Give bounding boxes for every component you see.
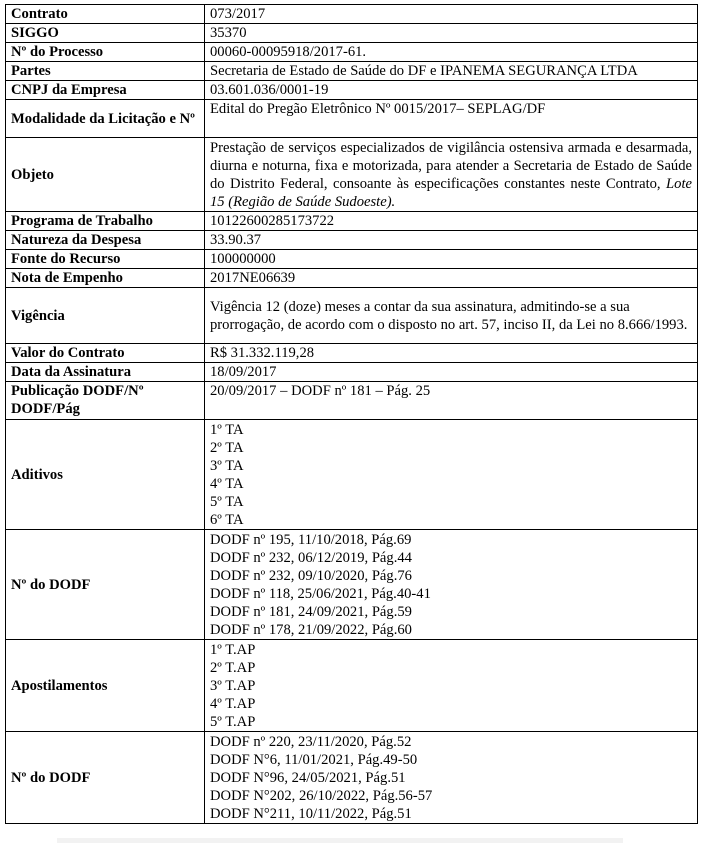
dodf-apostilamento-item: DODF N°96, 24/05/2021, Pág.51: [210, 769, 406, 786]
row-processo: [6, 43, 698, 62]
value-fonte: 100000000: [205, 250, 698, 269]
objeto-text: Prestação de serviços especializados de vigilância ostensiva armada e desarmada, diurna e noturna, fixa e motorizada, para atender a Secretaria de Estado de Saúde do Distrito Federal, consoante às especificações constantes neste Contrato,: [210, 139, 692, 192]
apostilamento-item: 4º T.AP: [210, 695, 256, 712]
objeto-lote: Lote 15 (Região de Saúde Sudoeste).: [210, 175, 692, 210]
label-natureza: Natureza da Despesa: [6, 231, 205, 250]
value-dodf-aditivos: [205, 530, 698, 640]
dodf-aditivo-item: DODF nº 232, 09/10/2020, Pág.76: [210, 567, 412, 584]
dodf-aditivo-item: DODF nº 181, 24/09/2021, Pág.59: [210, 603, 412, 620]
label-partes: Partes: [6, 62, 205, 81]
dodf-apostilamento-item: DODF nº 220, 23/11/2020, Pág.52: [210, 733, 412, 750]
label-dodf-apostilamentos: Nº do DODF: [6, 732, 205, 824]
row-aditivos: [6, 420, 698, 530]
label-empenho: Nota de Empenho: [6, 269, 205, 288]
value-aditivos: [205, 420, 698, 530]
apostilamento-item: 3º T.AP: [210, 677, 256, 694]
aditivo-item: 6º TA: [210, 511, 244, 528]
value-dodf-apostilamentos: [205, 732, 698, 824]
value-valor: R$ 31.332.119,28: [205, 344, 698, 363]
dodf-apostilamento-item: DODF N°211, 10/11/2022, Pág.51: [210, 805, 412, 822]
apostilamento-item: 2º T.AP: [210, 659, 256, 676]
row-cnpj: [6, 81, 698, 100]
aditivo-item: 3º TA: [210, 457, 244, 474]
row-empenho: [6, 269, 698, 288]
value-siggo: 35370: [205, 24, 698, 43]
label-objeto: Objeto: [6, 138, 205, 212]
label-apostilamentos: Apostilamentos: [6, 640, 205, 732]
aditivo-item: 5º TA: [210, 493, 244, 510]
row-natureza: [6, 231, 698, 250]
row-valor: [6, 344, 698, 363]
row-dodf-aditivos: [6, 530, 698, 640]
label-programa: Programa de Trabalho: [6, 212, 205, 231]
dodf-apostilamento-item: DODF N°202, 26/10/2022, Pág.56-57: [210, 787, 433, 804]
row-publicacao: [6, 382, 698, 420]
row-dodf-apostilamentos: [6, 732, 698, 824]
value-contrato: 073/2017: [205, 5, 698, 24]
page-bottom-strip: [57, 838, 623, 843]
label-cnpj: CNPJ da Empresa: [6, 81, 205, 100]
apostilamento-item: 5º T.AP: [210, 713, 256, 730]
row-partes: [6, 62, 698, 81]
label-contrato: Contrato: [6, 5, 205, 24]
dodf-aditivo-item: DODF nº 178, 21/09/2022, Pág.60: [210, 621, 412, 638]
aditivo-item: 4º TA: [210, 475, 244, 492]
label-dodf-aditivos: Nº do DODF: [6, 530, 205, 640]
aditivo-item: 2º TA: [210, 439, 244, 456]
row-programa: [6, 212, 698, 231]
value-vigencia: Vigência 12 (doze) meses a contar da sua assinatura, admitindo-se a sua prorrogação, de acordo com o disposto no art. 57, inciso II, da Lei no 8.666/1993.: [205, 288, 698, 344]
label-valor: Valor do Contrato: [6, 344, 205, 363]
label-siggo: SIGGO: [6, 24, 205, 43]
value-objeto: [205, 138, 698, 212]
value-programa: 10122600285173722: [205, 212, 698, 231]
dodf-aditivo-item: DODF nº 195, 11/10/2018, Pág.69: [210, 531, 412, 548]
label-aditivos: Aditivos: [6, 420, 205, 530]
label-processo: Nº do Processo: [6, 43, 205, 62]
dodf-aditivo-item: DODF nº 118, 25/06/2021, Pág.40-41: [210, 585, 431, 602]
row-fonte: [6, 250, 698, 269]
row-apostilamentos: [6, 640, 698, 732]
row-modalidade: [6, 100, 698, 138]
label-vigencia: Vigência: [6, 288, 205, 344]
row-vigencia: [6, 288, 698, 344]
row-assinatura: [6, 363, 698, 382]
value-assinatura: 18/09/2017: [205, 363, 698, 382]
value-apostilamentos: [205, 640, 698, 732]
row-objeto: [6, 138, 698, 212]
value-modalidade: Edital do Pregão Eletrônico Nº 0015/2017– SEPLAG/DF: [205, 100, 698, 138]
row-contrato: [6, 5, 698, 24]
dodf-apostilamento-item: DODF N°6, 11/01/2021, Pág.49-50: [210, 751, 418, 768]
value-empenho: 2017NE06639: [205, 269, 698, 288]
label-modalidade: Modalidade da Licitação e Nº: [6, 100, 205, 138]
label-publicacao: Publicação DODF/Nº DODF/Pág: [6, 382, 205, 420]
value-natureza: 33.90.37: [205, 231, 698, 250]
value-processo: 00060-00095918/2017-61.: [205, 43, 698, 62]
label-fonte: Fonte do Recurso: [6, 250, 205, 269]
aditivo-item: 1º TA: [210, 421, 244, 438]
value-publicacao: 20/09/2017 – DODF nº 181 – Pág. 25: [205, 382, 698, 420]
contract-table: [5, 4, 698, 824]
value-partes: Secretaria de Estado de Saúde do DF e IPANEMA SEGURANÇA LTDA: [205, 62, 698, 81]
label-assinatura: Data da Assinatura: [6, 363, 205, 382]
row-siggo: [6, 24, 698, 43]
dodf-aditivo-item: DODF nº 232, 06/12/2019, Pág.44: [210, 549, 412, 566]
value-cnpj: 03.601.036/0001-19: [205, 81, 698, 100]
apostilamento-item: 1º T.AP: [210, 641, 256, 658]
